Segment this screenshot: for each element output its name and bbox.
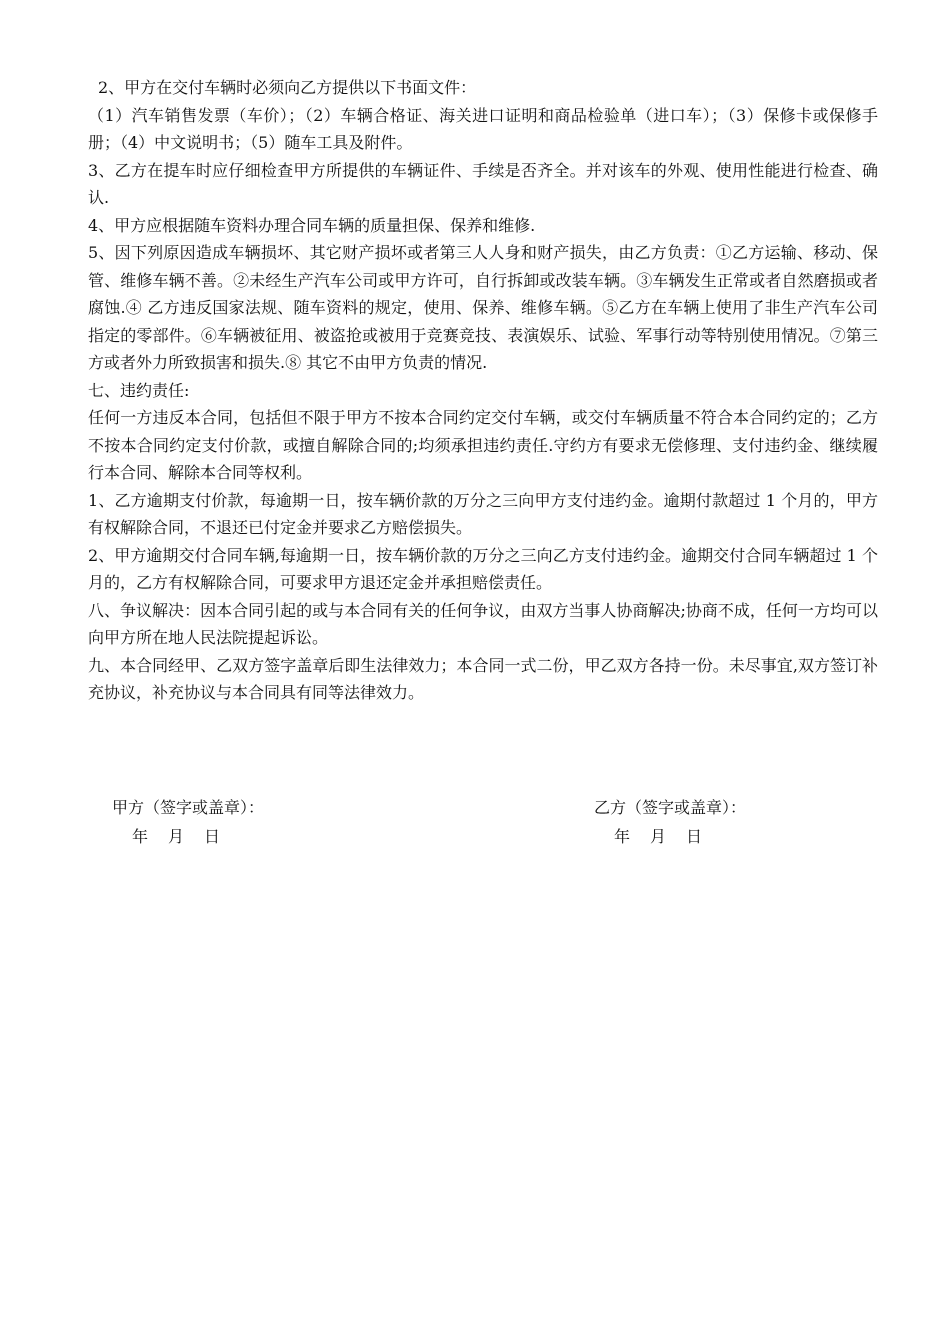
- section-7-item-2: 2、甲方逾期交付合同车辆,每逾期一日，按车辆价款的万分之三向乙方支付违约金。逾期交付合同车辆超过 1 个月的，乙方有权解除合同，可要求甲方退还定金并承担赔偿责任。: [88, 545, 878, 592]
- party-b-month: 月: [650, 827, 667, 846]
- section-7-item-1: 1、乙方逾期支付价款，每逾期一日，按车辆价款的万分之三向甲方支付违约金。逾期付款超过 1 个月的，甲方有权解除合同，不退还已付定金并要求乙方赔偿损失。: [88, 490, 878, 537]
- party-b-date-line: [594, 822, 746, 851]
- party-a-month: 月: [168, 827, 185, 846]
- section-7-body: 任何一方违反本合同，包括但不限于甲方不按本合同约定交付车辆，或交付车辆质量不符合本合同约定的；乙方不按本合同约定支付价款，或擅自解除合同的;均须承担违约责任.守约方有要求无偿修理、支付违约金、继续履行本合同、解除本合同等权利。: [88, 408, 878, 482]
- clause-2-heading: 2、甲方在交付车辆时必须向乙方提供以下书面文件：: [98, 78, 477, 97]
- party-b-year: 年: [614, 827, 631, 846]
- clause-5: 5、因下列原因造成车辆损坏、其它财产损坏或者第三人人身和财产损失，由乙方负责：①乙方运输、移动、保管、维修车辆不善。②未经生产汽车公司或甲方许可，自行拆卸或改装车辆。③车辆发生正常或者自然磨损或者腐蚀.④ 乙方违反国家法规、随车资料的规定，使用、保养、维修车辆。⑤乙方在车辆上使用了非生产汽车公司指定的零部件。⑥车辆被征用、被盗抢或被用于竞赛竞技、表演娱乐、试验、军事行动等特别使用情况。⑦第三方或者外力所致损害和损失.⑧ 其它不由甲方负责的情况.: [88, 243, 878, 372]
- party-a-signature-block: [112, 793, 264, 851]
- section-7-heading: 七、违约责任:: [88, 380, 190, 400]
- party-b-signature-label: 乙方（签字或盖章）：: [594, 798, 747, 817]
- party-b-signature-block: [594, 793, 746, 851]
- party-b-day: 日: [686, 827, 703, 846]
- contract-body: [88, 74, 878, 707]
- party-a-year: 年: [132, 827, 149, 846]
- section-9-effect: 九、本合同经甲、乙双方签字盖章后即生法律效力；本合同一式二份，甲乙双方各持一份。未尽事宜,双方签订补充协议，补充协议与本合同具有同等法律效力。: [88, 655, 878, 702]
- clause-3: 3、乙方在提车时应仔细检查甲方所提供的车辆证件、手续是否齐全。并对该车的外观、使用性能进行检查、确认.: [88, 160, 878, 207]
- party-a-signature-label: 甲方（签字或盖章）：: [112, 798, 265, 817]
- section-8-dispute: 八、争议解决：因本合同引起的或与本合同有关的任何争议，由双方当事人协商解决;协商不成，任何一方均可以向甲方所在地人民法院提起诉讼。: [88, 600, 878, 647]
- clause-4: 4、甲方应根据随车资料办理合同车辆的质量担保、保养和维修.: [88, 215, 536, 235]
- clause-2-documents-list: （1）汽车销售发票（车价）；（2）车辆合格证、海关进口证明和商品检验单（进口车）；（3）保修卡或保修手册；（4）中文说明书；（5）随车工具及附件。: [88, 105, 878, 152]
- party-a-day: 日: [204, 827, 221, 846]
- party-a-date-line: [112, 822, 264, 851]
